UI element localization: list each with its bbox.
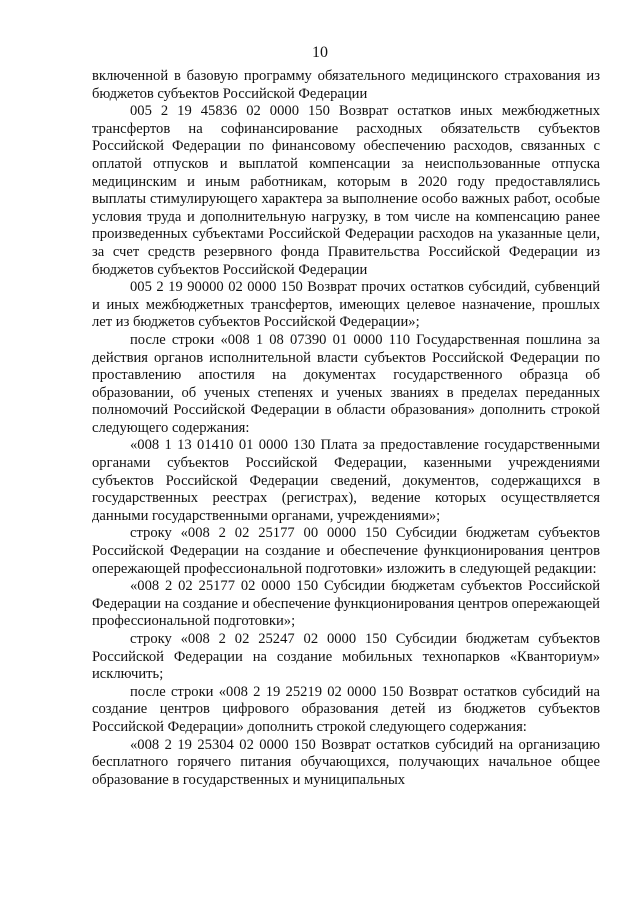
page-number: 10 [312,44,328,61]
paragraph-code-008-01410: «008 1 13 01410 01 0000 130 Плата за предоставление государственными органами субъектов Российской Федерации, казенными учреждениями субъектов Российской Федерации сведений, документов, содержащихся в государственных реестрах (регистрах), ведение которых осуществляется данными государственными органами, учреждениями»; [92,437,600,524]
paragraph-continuation: включенной в базовую программу обязательного медицинского страхования из бюджетов субъектов Российской Федерации [92,68,600,102]
document-body [92,68,600,789]
paragraph-code-005-90000: 005 2 19 90000 02 0000 150 Возврат прочих остатков субсидий, субвенций и иных межбюджетных трансфертов, имеющих целевое назначение, прошлых лет из бюджетов субъектов Российской Федерации»; [92,279,600,331]
paragraph-code-008-25177-02: «008 2 02 25177 02 0000 150 Субсидии бюджетам субъектов Российской Федерации на создание и обеспечение функционирования центров опережающей профессиональной подготовки»; [92,578,600,630]
paragraph-row-008-25177-00: строку «008 2 02 25177 00 0000 150 Субсидии бюджетам субъектов Российской Федерации на создание и обеспечение функционирования центров опережающей профессиональной подготовки» изложить в следующей редакции: [92,525,600,577]
paragraph-after-008-25219: после строки «008 2 19 25219 02 0000 150 Возврат остатков субсидий на создание центров цифрового образования детей из бюджетов субъектов Российской Федерации» дополнить строкой следующего содержания: [92,683,600,735]
paragraph-code-008-25304: «008 2 19 25304 02 0000 150 Возврат остатков субсидий на организацию бесплатного горячего питания обучающихся, получающих начальное общее образование в государственных и муниципальных [92,736,600,788]
paragraph-row-008-25247: строку «008 2 02 25247 02 0000 150 Субсидии бюджетам субъектов Российской Федерации на создание мобильных технопарков «Кванториум» исключить; [92,631,600,683]
paragraph-code-005-45836: 005 2 19 45836 02 0000 150 Возврат остатков иных межбюджетных трансфертов на софинансирование расходных обязательств субъектов Российской Федерации по финансовому обеспечению расходов, связанных с оплатой отпусков и выплатой компенсации за неиспользованные отпуска медицинским и иным работникам, которым в 2020 году предоставлялись выплаты стимулирующего характера за выполнение особо важных работ, особые условия труда и дополнительную нагрузку, в том числе на компенсацию ранее произведенных субъектами Российской Федерации расходов на указанные цели, за счет средств резервного фонда Правительства Российской Федерации из бюджетов субъектов Российской Федерации [92,103,600,278]
paragraph-after-008-07390: после строки «008 1 08 07390 01 0000 110 Государственная пошлина за действия органов исполнительной власти субъектов Российской Федерации по проставлению апостиля на документах государственного образца об образовании, об ученых степенях и ученых званиях в пределах переданных полномочий Российской Федерации в области образования» дополнить строкой следующего содержания: [92,331,600,436]
